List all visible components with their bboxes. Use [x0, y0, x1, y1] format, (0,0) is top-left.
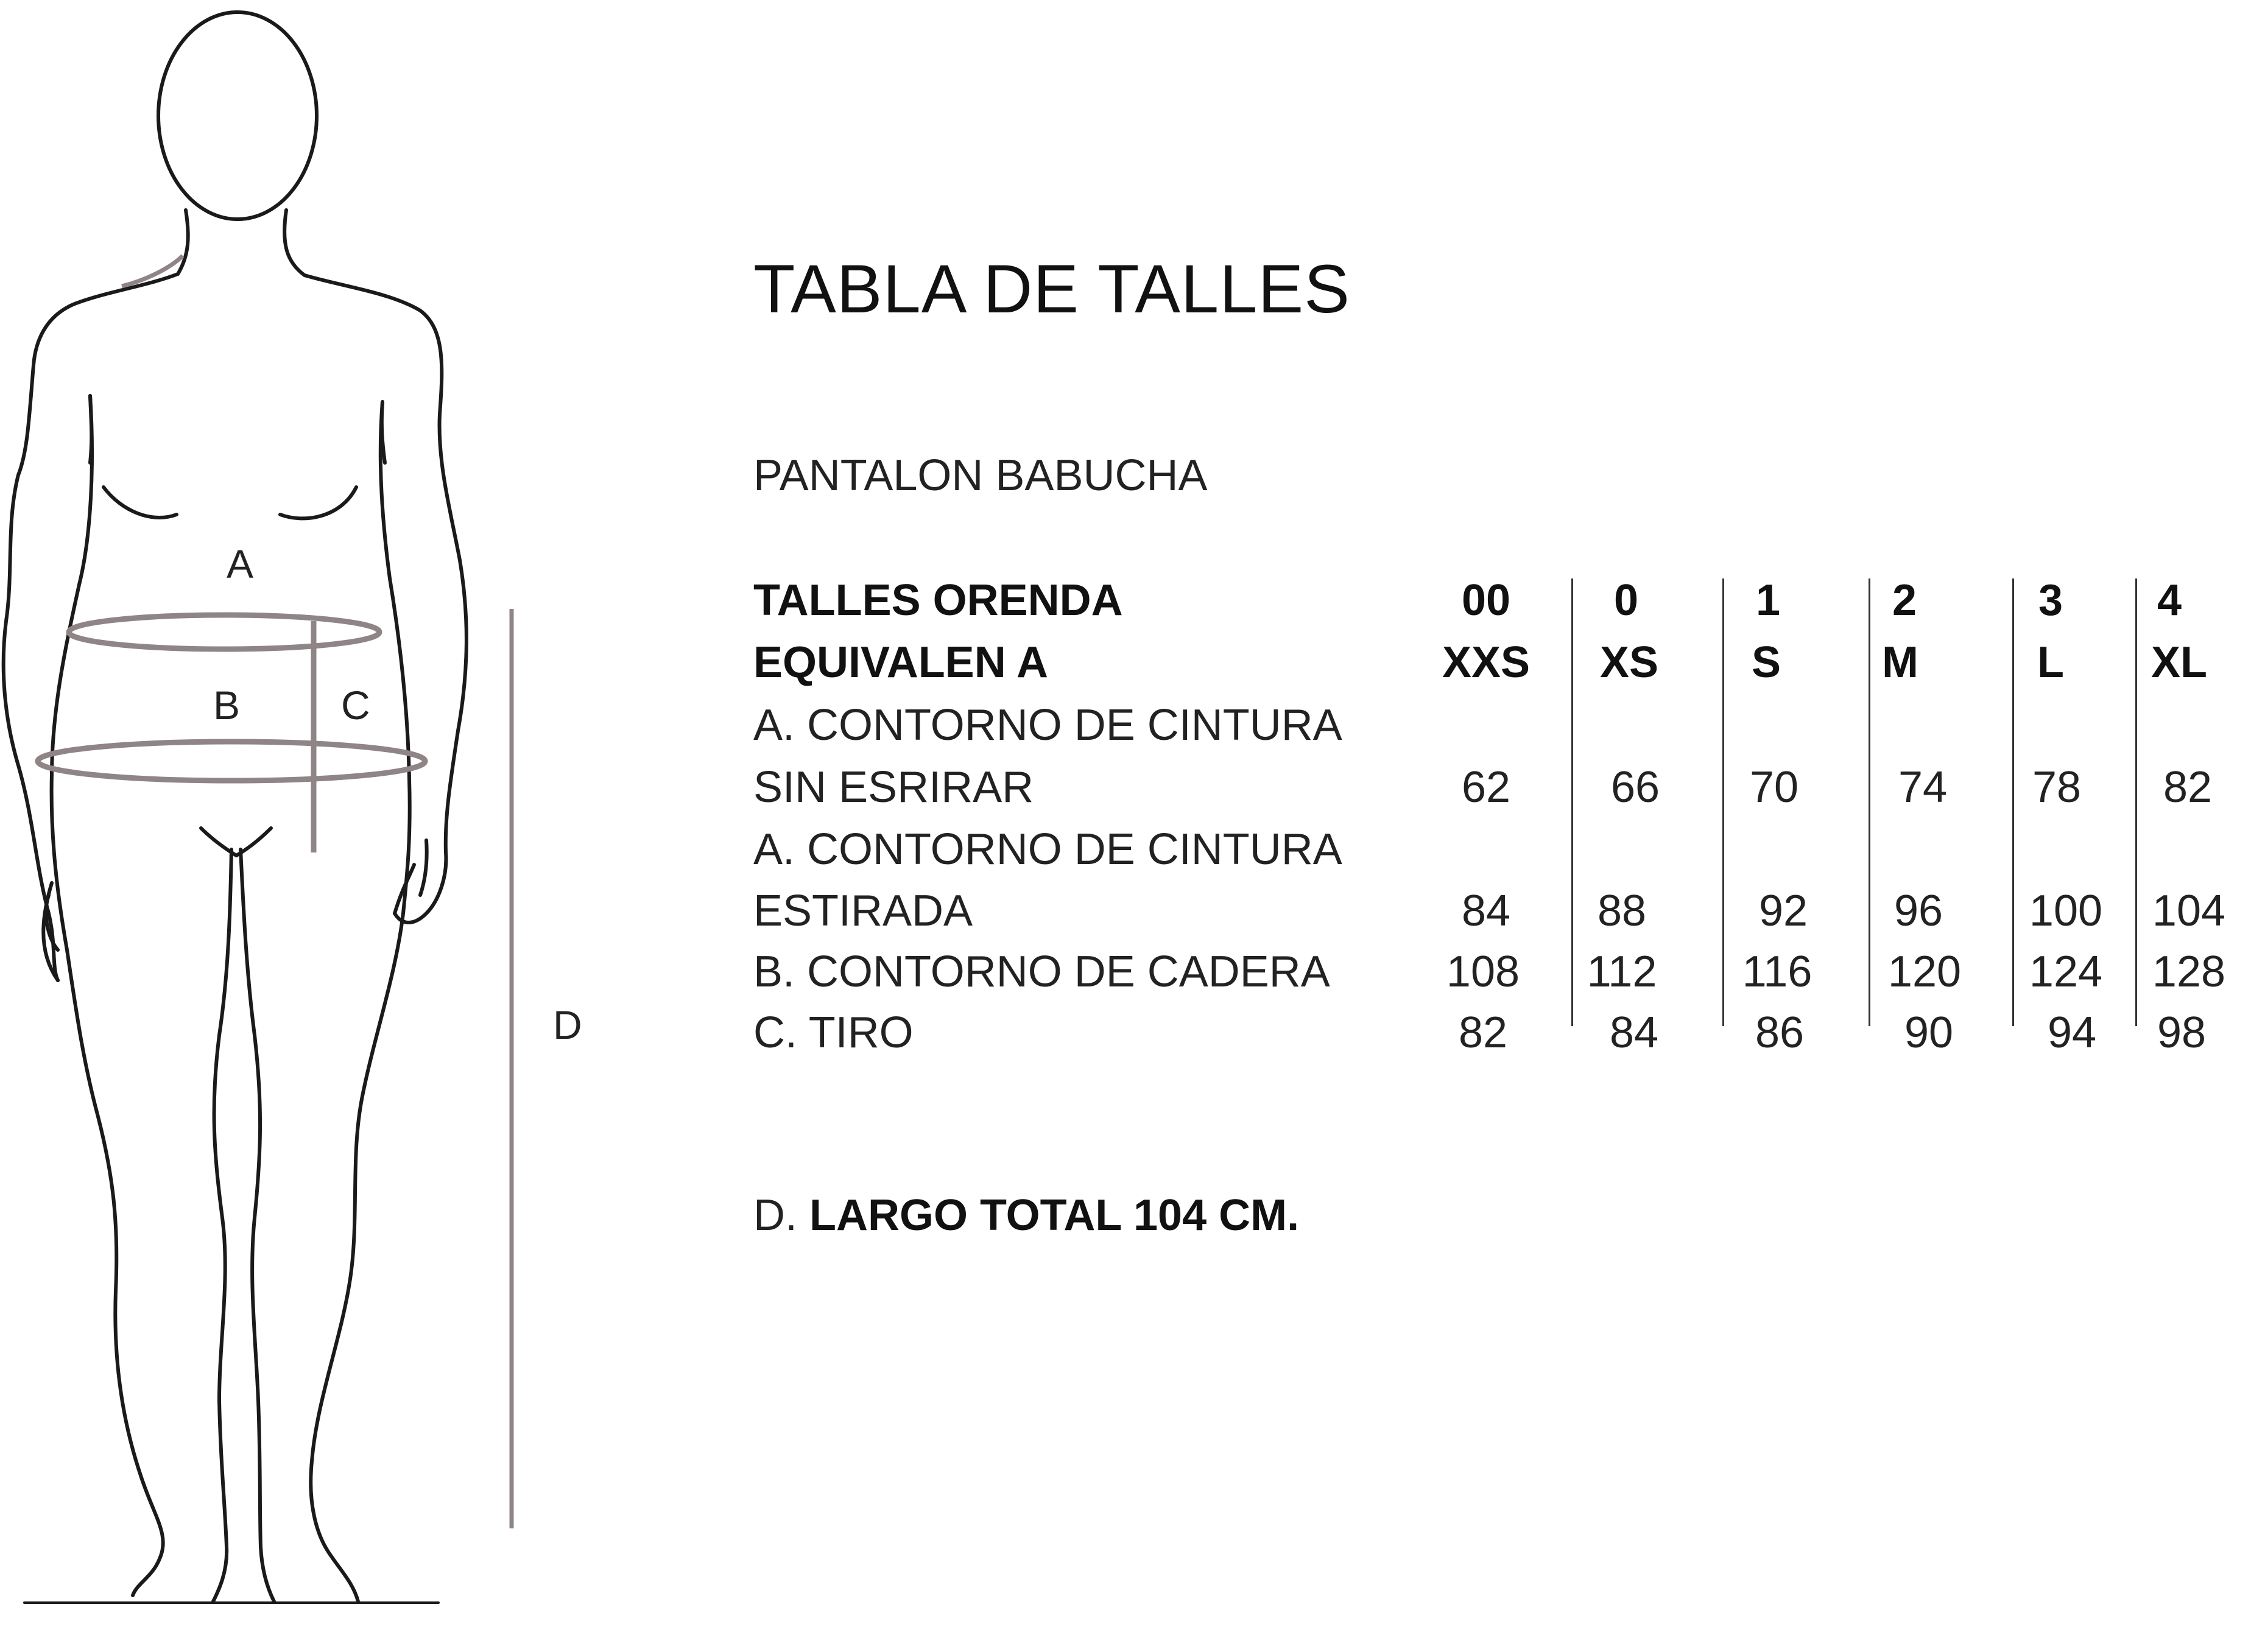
label-d: D	[553, 1002, 582, 1047]
row-label-equivalents: EQUIVALEN A	[753, 638, 1049, 687]
value-cell: 82	[1458, 1008, 1508, 1057]
size-cell: 4	[2157, 576, 2182, 625]
value-cell: 70	[1749, 763, 1799, 812]
hip-ring-b	[38, 742, 425, 781]
value-cell: 88	[1597, 887, 1647, 935]
value-cell: 98	[2157, 1008, 2207, 1057]
size-cell: 00	[1461, 576, 1511, 625]
value-cell: 92	[1758, 887, 1808, 935]
page-title: TABLA DE TALLES	[753, 251, 1350, 327]
product-subtitle: PANTALON BABUCHA	[753, 451, 1208, 500]
waist-ring-a	[69, 615, 379, 649]
equivalent-cell: XXS	[1442, 638, 1531, 687]
value-cell: 74	[1898, 763, 1948, 812]
equivalent-cell: XS	[1599, 638, 1659, 687]
value-cell: 104	[2152, 887, 2226, 935]
total-length-note	[753, 1190, 1299, 1240]
size-cell: 2	[1892, 576, 1917, 625]
row-label: B. CONTORNO DE CADERA	[753, 947, 1330, 996]
value-cell: 86	[1755, 1008, 1805, 1057]
value-cell: 112	[1587, 947, 1657, 996]
value-cell: 108	[1446, 947, 1520, 996]
equivalent-cell: S	[1751, 638, 1781, 687]
value-cell: 78	[2032, 763, 2082, 812]
row-label: C. TIRO	[753, 1008, 914, 1057]
row-label-sizes: TALLES ORENDA	[753, 576, 1123, 625]
value-cell: 82	[2163, 763, 2213, 812]
value-cell: 90	[1904, 1008, 1954, 1057]
body-outline-drawing	[0, 0, 609, 1652]
value-cell: 66	[1610, 763, 1660, 812]
value-cell: 96	[1893, 887, 1943, 935]
value-cell: 128	[2152, 947, 2226, 996]
label-c: C	[341, 683, 370, 728]
value-cell: 84	[1461, 887, 1511, 935]
value-cell: 120	[1887, 947, 1962, 996]
size-cell: 0	[1613, 576, 1639, 625]
equivalent-cell: L	[2037, 638, 2064, 687]
label-b: B	[213, 683, 241, 728]
value-cell: 62	[1461, 763, 1511, 812]
size-cell: 3	[2038, 576, 2063, 625]
label-a: A	[227, 541, 254, 586]
size-cell: 1	[1755, 576, 1781, 625]
footer-prefix: D.	[753, 1191, 797, 1240]
equivalent-cell: XL	[2151, 638, 2207, 687]
equivalent-cell: M	[1882, 638, 1918, 687]
row-label: ESTIRADA	[753, 887, 973, 935]
head-outline	[158, 12, 317, 219]
value-cell: 124	[2029, 947, 2103, 996]
body-figure-illustration	[0, 0, 609, 1652]
value-cell: 100	[2029, 887, 2103, 935]
value-cell: 94	[2047, 1008, 2097, 1057]
row-label: A. CONTORNO DE CINTURA	[753, 701, 1342, 750]
footer-text: LARGO TOTAL 104 CM.	[809, 1191, 1300, 1240]
value-cell: 84	[1609, 1008, 1659, 1057]
value-cell: 116	[1742, 947, 1812, 996]
row-label: A. CONTORNO DE CINTURA	[753, 825, 1342, 874]
row-label: SIN ESRIRAR	[753, 763, 1034, 812]
